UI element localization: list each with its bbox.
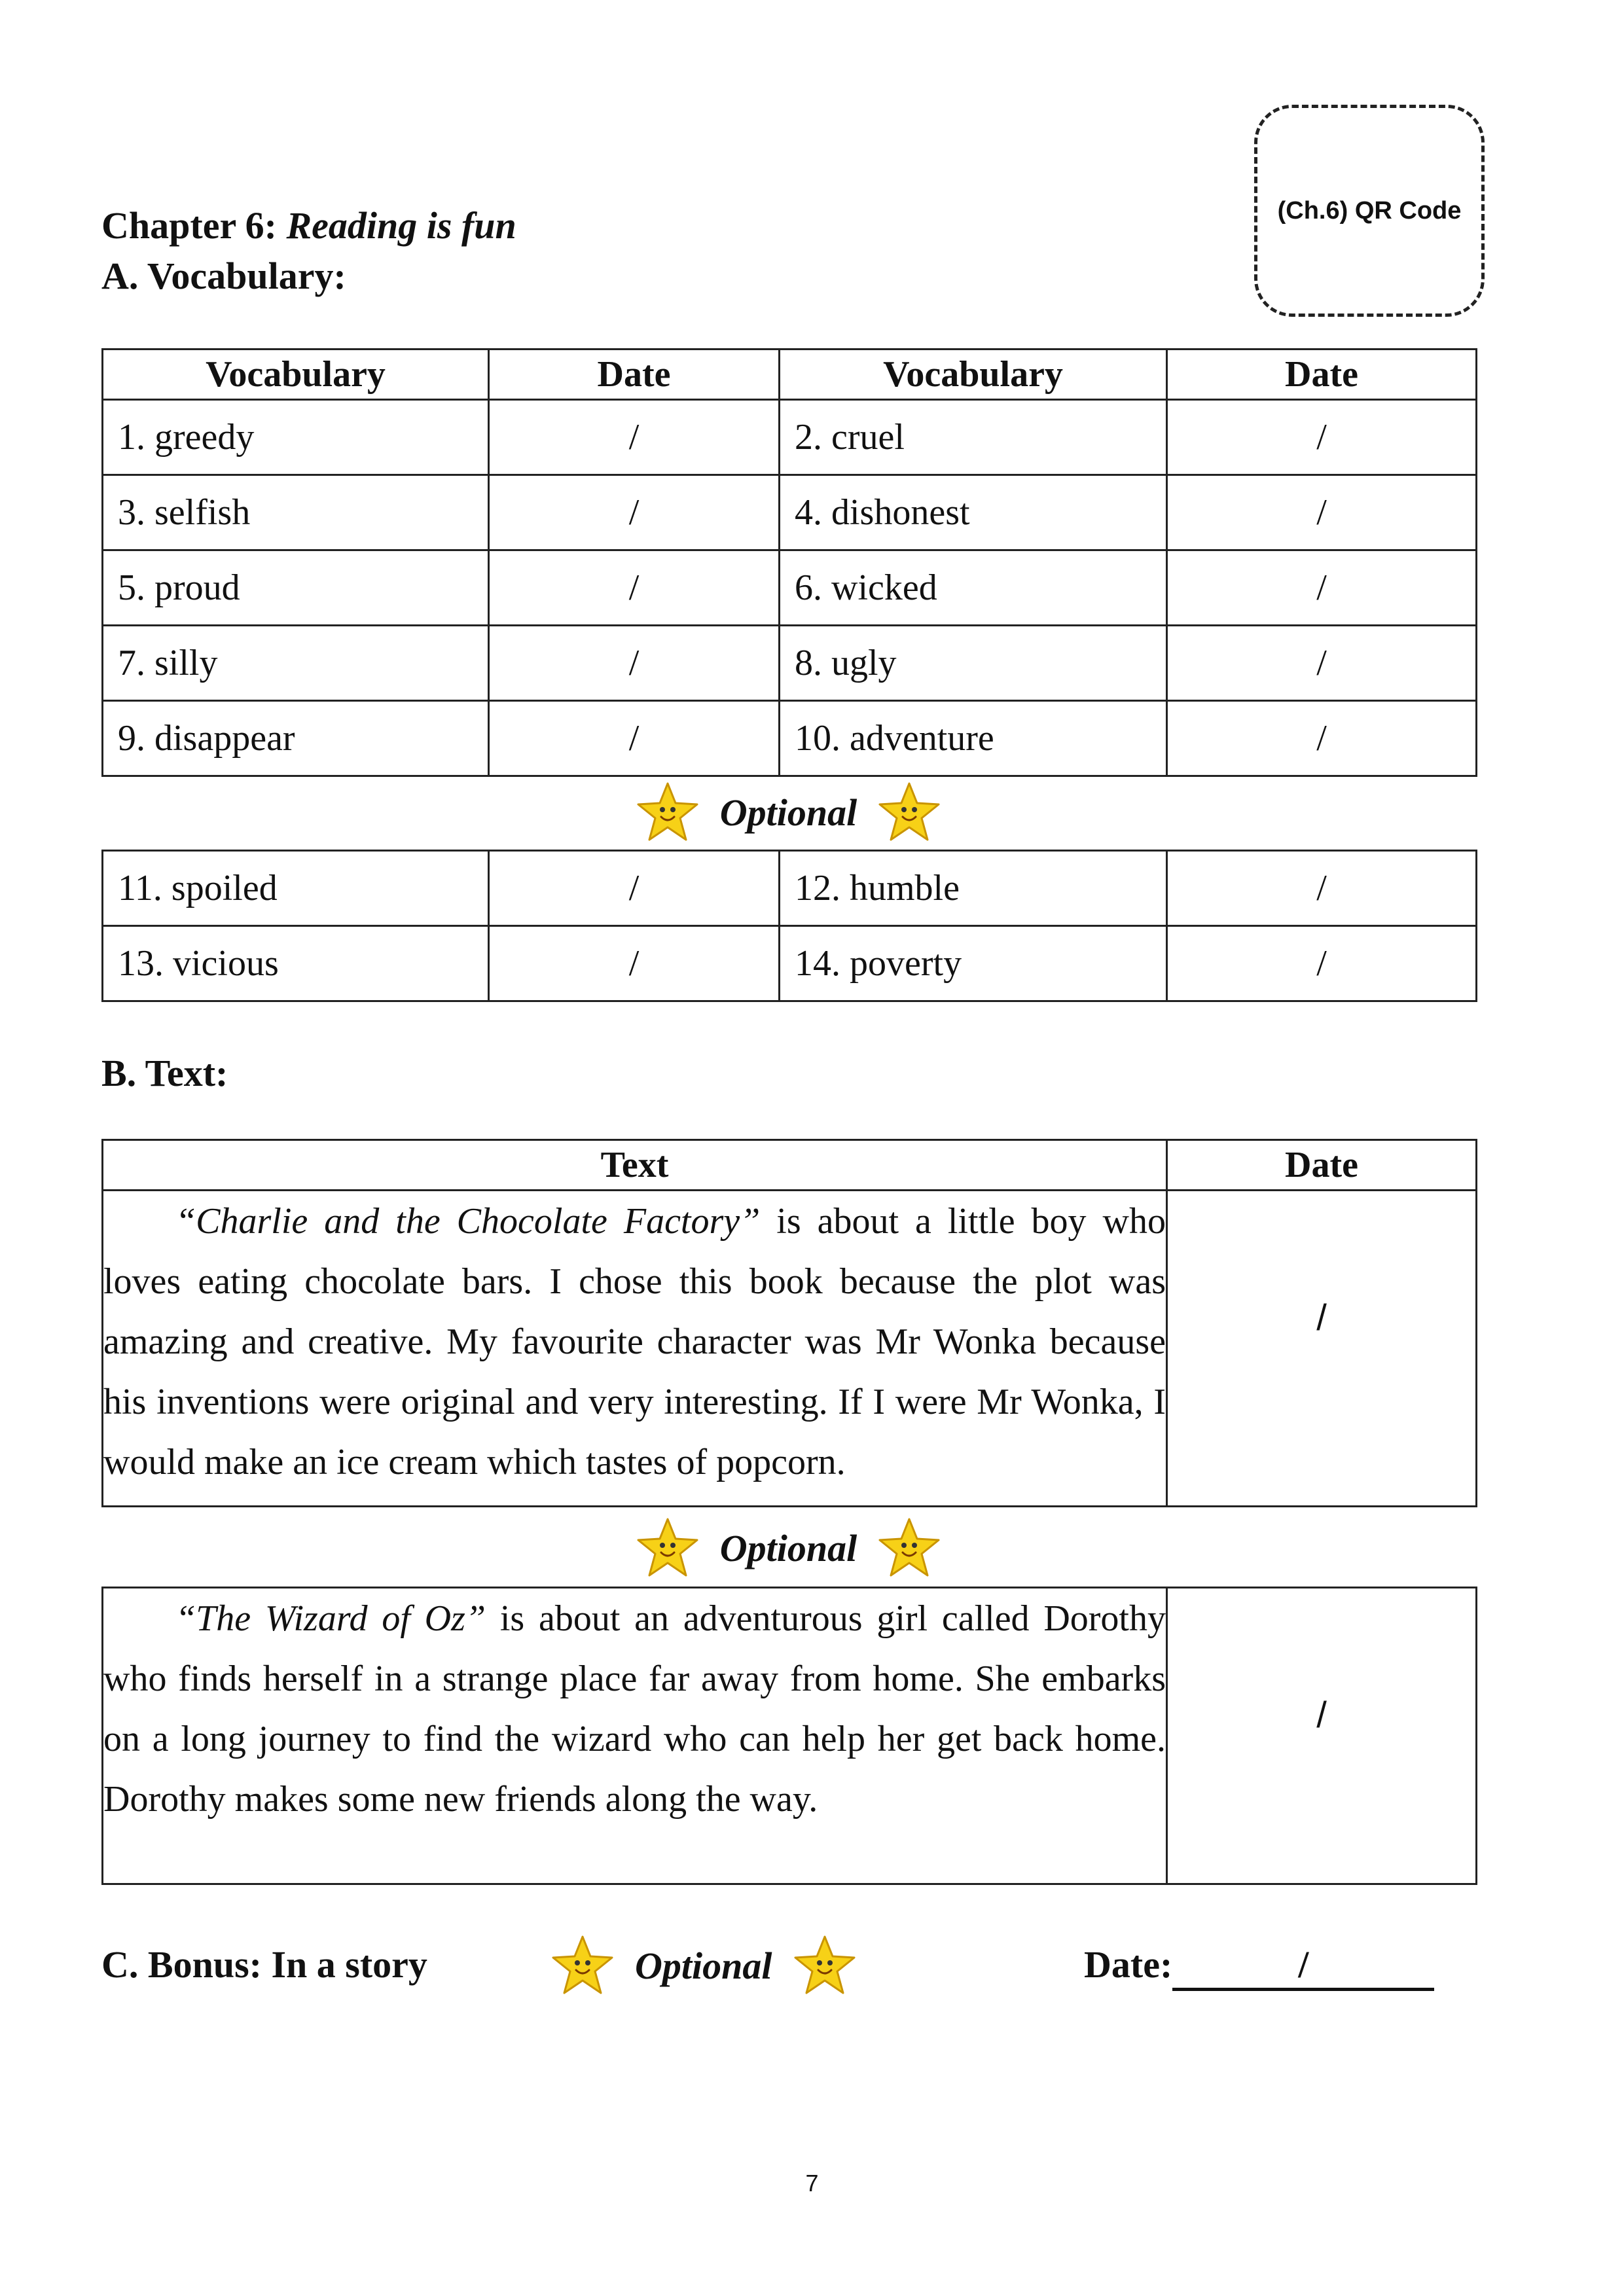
column-header: Date <box>1167 1140 1477 1191</box>
column-header: Date <box>1167 350 1477 400</box>
text-passage <box>103 1191 1167 1507</box>
page-number: 7 <box>805 2170 819 2197</box>
date-cell[interactable]: / <box>489 400 780 475</box>
date-cell[interactable]: / <box>1167 550 1477 626</box>
date-field[interactable]: / <box>1172 1942 1434 1991</box>
date-cell[interactable]: / <box>489 626 780 701</box>
table-header-row <box>103 1140 1477 1191</box>
date-label: Date: <box>1084 1943 1173 1986</box>
date-cell[interactable]: / <box>489 851 780 926</box>
date-cell[interactable]: / <box>1167 1191 1477 1507</box>
column-header: Vocabulary <box>103 350 489 400</box>
vocab-word: 2. cruel <box>780 400 1167 475</box>
vocabulary-table <box>101 348 1477 777</box>
optional-vocabulary-table <box>101 850 1477 1002</box>
vocab-word: 14. poverty <box>780 926 1167 1001</box>
vocab-word: 3. selfish <box>103 475 489 550</box>
qr-code-label: (Ch.6) QR Code <box>1277 196 1462 224</box>
star-icon <box>635 781 700 844</box>
section-b-heading: B. Text: <box>101 1052 228 1094</box>
date-cell[interactable]: / <box>1167 851 1477 926</box>
table-row <box>103 1191 1477 1507</box>
optional-label: Optional <box>635 1944 772 1987</box>
chapter-prefix: Chapter 6: <box>101 204 287 247</box>
vocab-word: 4. dishonest <box>780 475 1167 550</box>
table-row <box>103 550 1477 626</box>
star-icon <box>550 1934 615 1997</box>
optional-label: Optional <box>719 1526 857 1570</box>
passage-body: is about an adventurous girl called Dorothy who finds herself in a strange place far away from home. She embarks on a long journey to find the wizard who can help her get back home. Dorothy makes some new friends along the way. <box>103 1598 1166 1820</box>
vocab-word: 6. wicked <box>780 550 1167 626</box>
date-cell[interactable]: / <box>1167 400 1477 475</box>
vocab-word: 8. ugly <box>780 626 1167 701</box>
table-row <box>103 701 1477 776</box>
vocab-word: 1. greedy <box>103 400 489 475</box>
table-header-row <box>103 350 1477 400</box>
optional-vocab-label <box>101 776 1475 848</box>
chapter-title: Reading is fun <box>286 204 516 247</box>
table-row <box>103 851 1477 926</box>
table-row <box>103 1588 1477 1884</box>
vocab-word: 9. disappear <box>103 701 489 776</box>
vocab-word: 11. spoiled <box>103 851 489 926</box>
star-icon <box>792 1934 857 1997</box>
date-cell[interactable]: / <box>1167 701 1477 776</box>
table-row <box>103 626 1477 701</box>
qr-code-placeholder[interactable] <box>1254 105 1485 317</box>
optional-label: Optional <box>719 791 857 834</box>
table-row <box>103 926 1477 1001</box>
date-cell[interactable]: / <box>1167 926 1477 1001</box>
star-icon <box>635 1516 700 1579</box>
column-header: Vocabulary <box>780 350 1167 400</box>
column-header: Text <box>103 1140 1167 1191</box>
date-cell[interactable]: / <box>489 701 780 776</box>
section-c-heading: C. Bonus: In a story <box>101 1943 427 1986</box>
book-title: “Charlie and the Chocolate Factory” <box>175 1201 761 1242</box>
table-row <box>103 400 1477 475</box>
section-a-heading: A. Vocabulary: <box>101 255 346 297</box>
star-icon <box>876 781 942 844</box>
chapter-heading <box>101 200 516 252</box>
optional-text-table <box>101 1587 1477 1885</box>
column-header: Date <box>489 350 780 400</box>
bonus-date <box>1084 1939 1434 1991</box>
star-icon <box>876 1516 942 1579</box>
vocab-word: 10. adventure <box>780 701 1167 776</box>
text-passage <box>103 1588 1167 1884</box>
book-title: “The Wizard of Oz” <box>175 1598 486 1639</box>
passage-body: is about a little boy who loves eating chocolate bars. I chose this book because the plot was amazing and creative. My favourite character was Mr Wonka because his inventions were original and very interesting. If I were Mr Wonka, I would make an ice cream which tastes of popcorn. <box>103 1201 1166 1482</box>
vocab-word: 12. humble <box>780 851 1167 926</box>
date-cell[interactable]: / <box>489 926 780 1001</box>
table-row <box>103 475 1477 550</box>
text-table <box>101 1139 1477 1507</box>
date-cell[interactable]: / <box>1167 626 1477 701</box>
date-cell[interactable]: / <box>1167 1588 1477 1884</box>
date-cell[interactable]: / <box>489 475 780 550</box>
vocab-word: 7. silly <box>103 626 489 701</box>
date-cell[interactable]: / <box>489 550 780 626</box>
date-cell[interactable]: / <box>1167 475 1477 550</box>
vocab-word: 5. proud <box>103 550 489 626</box>
optional-bonus-label <box>550 1929 857 2001</box>
vocab-word: 13. vicious <box>103 926 489 1001</box>
optional-text-label <box>101 1512 1475 1584</box>
